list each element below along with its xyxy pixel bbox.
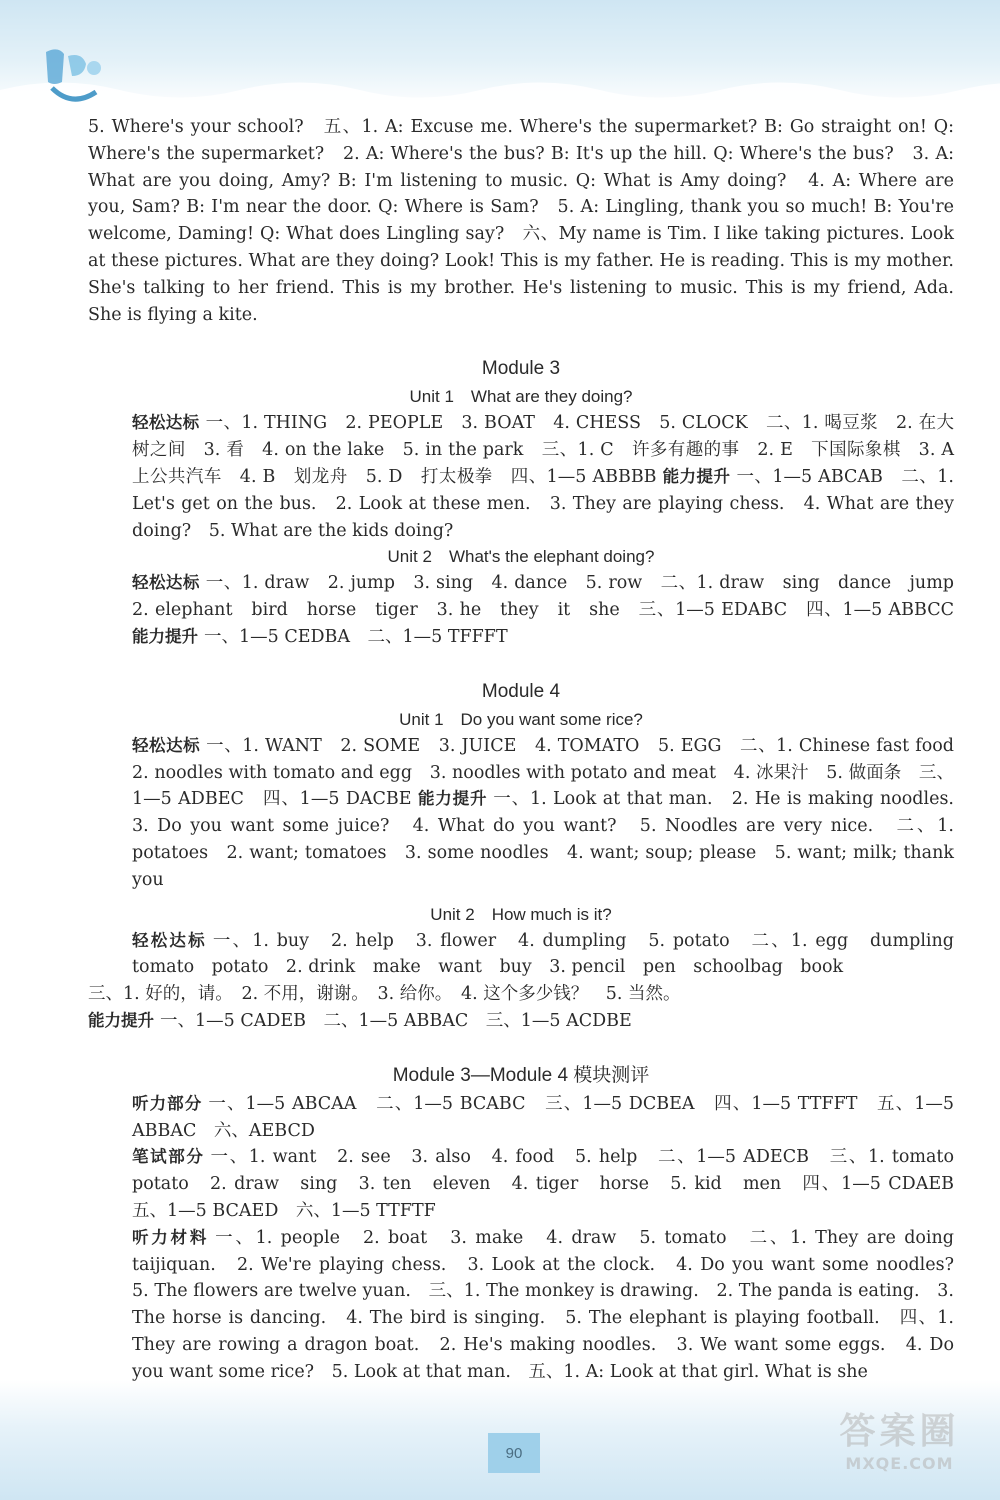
module3-unit2-title: Unit 2 What's the elephant doing? xyxy=(387,547,655,567)
review-title: Module 3—Module 4 模块测评 xyxy=(392,1064,650,1086)
watermark-url: MXQE.COM xyxy=(845,1454,954,1473)
review-written xyxy=(88,1144,972,1224)
module3-title: Module 3 xyxy=(481,358,561,380)
answers-text: 一、1. people 2. boat 3. make 4. draw 5. tomato 二、1. They are doing taijiquan. 2. We're playing chess. 3. Look at the clock. 4. Do you want some noodles? 5. The flowers are twelve yuan. 三、1. The monkey is drawing. 2. The panda is eating. 3. The horse is dancing. 4. The bird is singing. 5. The elephant is playing football. 四、1. They are rowing a dragon boat. 2. He's making noodles. 3. We want some eggs. 4. Do you want some rice? 5. Look at that man. 五、1. A: Look at that girl. What is she xyxy=(132,1227,972,1382)
watermark-logo: 答案圈 xyxy=(839,1411,960,1452)
header-band xyxy=(0,0,1000,110)
intro-paragraph: 5. Where's your school? 五、1. A: Excuse me. Where's the supermarket? B: Go straight on! Q: Where's the supermarket? 2. A: Where's the bus? B: It's up the hill. Q: Where's the bus? 3. A: What are you doing, Amy? B: I'm listening to music. Q: What is Amy doing? 4. A: Where are you, Sam? B: I'm near the door. Q: Where is Sam? 5. A: Lingling, thank you so much! B: You're welcome, Daming! Q: What does Lingling say? 六、My name is Tim. I like taking pictures. Look at these pictures. What are they doing? Look! This is my father. He is reading. This is my mother. She's talking to her friend. This is my brother. He's listening to music. This is my friend, Ada. She is flying a kite. xyxy=(88,117,954,325)
module3-unit1-title: Unit 1 What are they doing? xyxy=(409,387,633,407)
answers-text: 一、1. THING 2. PEOPLE 3. BOAT 4. CHESS 5. CLOCK 二、1. 喝豆浆 2. 在大树之间 3. 看 4. on the lake 5. in the park 三、1. C 许多有趣的事 2. E 下国际象棋 3. A 上公共汽车 4. B 划龙舟 5. D 打太极拳 四、1—5 ABBBB xyxy=(132,413,972,487)
listening-tag: 听力部分 xyxy=(132,1093,203,1113)
module4-unit1-answers xyxy=(88,733,972,894)
module3-unit2-answers xyxy=(88,570,972,650)
module4-unit2-advance xyxy=(88,1008,954,1035)
module4-title: Module 4 xyxy=(481,680,561,702)
answers-text: 一、1. Look at that man. 2. He is making noodles. 3. Do you want some juice? 4. What do you want? 5. Noodles are very nice. 二、1. potatoes 2. want; tomatoes 3. some noodles 4. want; soup; please 5. want; milk; thank you xyxy=(132,789,972,890)
answer-content xyxy=(88,114,972,1385)
page-number: 90 xyxy=(488,1433,540,1473)
answers-text: 一、1. draw 2. jump 3. sing 4. dance 5. row 二、1. draw sing dance jump 2. elephant bird horse tiger 3. he they it she 三、1—5 EDABC 四、1—5 ABBCC xyxy=(132,573,972,621)
material-tag: 听力材料 xyxy=(132,1227,210,1247)
advance-tag: 能力提升 xyxy=(662,466,731,486)
module4-unit2-answers xyxy=(88,928,972,982)
watermark xyxy=(817,1410,982,1490)
advance-tag: 能力提升 xyxy=(88,1010,154,1030)
answers-text: 一、1. WANT 2. SOME 3. JUICE 4. TOMATO 5. EGG 二、1. Chinese fast food 2. noodles with tomato and egg 3. noodles with potato and meat 4. 冰果汁 5. 做面条 三、1—5 ADBEC 四、1—5 DACBE xyxy=(132,735,972,810)
module3-unit1-answers xyxy=(88,410,972,544)
easy-tag: 轻松达标 xyxy=(132,930,207,950)
advance-tag: 能力提升 xyxy=(132,626,198,646)
review-material xyxy=(88,1225,972,1386)
easy-tag: 轻松达标 xyxy=(132,413,200,433)
advance-tag: 能力提升 xyxy=(417,789,488,809)
easy-tag: 轻松达标 xyxy=(132,735,201,755)
module4-unit2-title: Unit 2 How much is it? xyxy=(430,904,612,924)
answers-text: 一、1—5 ABCAB 二、1. Let's get on the bus. 2. Look at these men. 3. They are playing chess. 4. What are they doing? 5. What are the kids doing? xyxy=(132,466,954,541)
easy-tag: 轻松达标 xyxy=(132,573,200,593)
decorative-badge-icon xyxy=(38,42,108,112)
review-listening xyxy=(88,1091,954,1145)
answers-text: 一、1. buy 2. help 3. flower 4. dumpling 5. potato 二、1. egg dumpling tomato potato 2. drink make want buy 3. pencil pen schoolbag book xyxy=(132,930,972,978)
answers-text: 一、1—5 CADEB 二、1—5 ABBAC 三、1—5 ACDBE xyxy=(160,1010,632,1031)
written-tag: 笔试部分 xyxy=(132,1147,205,1167)
wave-decoration xyxy=(0,70,1000,110)
module4-unit2-translations: 三、1. 好的，请。 2. 不用，谢谢。 3. 给你。 4. 这个多少钱？ 5. 当然。 xyxy=(88,984,681,1005)
module4-unit1-title: Unit 1 Do you want some rice? xyxy=(399,709,643,729)
answers-text: 一、1—5 CEDBA 二、1—5 TFFFT xyxy=(204,626,508,647)
answers-text: 一、1—5 ABCAA 二、1—5 BCABC 三、1—5 DCBEA 四、1—5 TTFFT 五、1—5 ABBAC 六、AEBCD xyxy=(132,1093,955,1141)
answers-text: 一、1. want 2. see 3. also 4. food 5. help 二、1—5 ADECB 三、1. tomato potato 2. draw sing 3. ten eleven 4. tiger horse 5. kid men 四、1—5 CDAEB 五、1—5 BCAED 六、1—5 TTFTF xyxy=(132,1147,972,1221)
